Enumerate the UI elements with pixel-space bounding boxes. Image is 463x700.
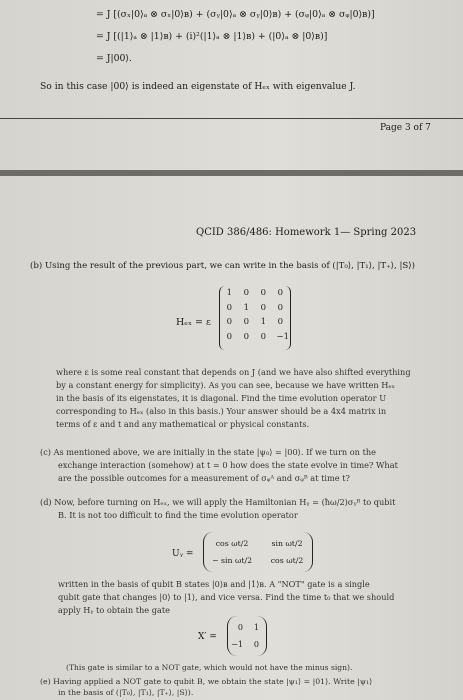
part-d-line: B. It is not too difficult to find the time evolution operator <box>58 510 298 520</box>
part-e-line: in the basis of (|T₀⟩, |T₁⟩, |T₊⟩, |S⟩). <box>58 688 194 697</box>
equation-line-3: = J|00⟩. <box>96 53 133 64</box>
matrix-cell: 0 <box>243 317 249 327</box>
matrix-cell: 1 <box>243 302 249 313</box>
part-d-line: qubit gate that changes |0⟩ to |1⟩, and vice versa. Find the time t₀ that we should <box>58 592 395 602</box>
equation-line-1: = J [(σₓ|0⟩ₐ ⊗ σₓ|0⟩ʙ) + (σᵧ|0⟩ₐ ⊗ σᵧ|0⟩ʙ) + (σᵩ|0⟩ₐ ⊗ σᵩ|0⟩ʙ)] <box>96 9 375 20</box>
matrix-cell: −1 <box>276 331 289 342</box>
matrix-cell: 0 <box>277 288 283 298</box>
part-d-line: written in the basis of qubit B states |0⟩ʙ and |1⟩ʙ. A "NOT" gate is a single <box>58 579 370 589</box>
matrix-cell: 0 <box>260 331 266 342</box>
uy-cell: cos ωt/2 <box>270 555 304 565</box>
uy-cell: cos ωt/2 <box>215 539 249 548</box>
part-b-line: terms of ε and t and any mathematical or physical constants. <box>56 419 310 429</box>
previous-page <box>0 0 463 170</box>
uy-cell: − sin ωt/2 <box>211 555 253 565</box>
matrix-cell: 0 <box>260 288 266 298</box>
eigenstate-conclusion: So in this case |00⟩ is indeed an eigenstate of Hₑₓ with eigenvalue J. <box>40 81 356 92</box>
part-c-line: (c) As mentioned above, we are initially in the state |ψ₀⟩ = |00⟩. If we turn on the <box>40 447 376 457</box>
uy-cell: sin ωt/2 <box>271 539 303 548</box>
homework-page <box>0 176 463 700</box>
matrix-cell: 0 <box>260 302 266 313</box>
part-b-line: corresponding to Hₑₓ (also in this basis.) Your answer should be a 4x4 matrix in <box>56 406 387 416</box>
part-b-line: where ε is some real constant that depends on J (and we have also shifted everything <box>56 367 411 377</box>
matrix-cell: 0 <box>277 302 283 313</box>
part-e-line: (e) Having applied a NOT gate to qubit B, we obtain the state |ψ₁⟩ = |01⟩. Write |ψ₁⟩ <box>40 677 373 686</box>
part-b-intro: (b) Using the result of the previous part, we can write in the basis of (|T₀⟩, |T₁⟩, |T₊⟩, |S⟩) <box>30 261 415 271</box>
part-d-line: apply Hᵧ to obtain the gate <box>58 605 170 615</box>
matrix-cell: 0 <box>243 331 249 342</box>
xprime-label: X′ = <box>198 632 217 642</box>
matrix-cell: 0 <box>226 302 232 313</box>
xprime-cell: 0 <box>237 623 243 632</box>
matrix-cell: 1 <box>226 288 232 298</box>
xprime-cell: −1 <box>231 639 243 649</box>
page-header: QCID 386/486: Homework 1— Spring 2023 <box>196 227 417 238</box>
matrix-cell: 1 <box>260 317 266 327</box>
matrix-cell: 0 <box>226 331 232 342</box>
page-number: Page 3 of 7 <box>380 123 431 133</box>
hamiltonian-matrix <box>224 288 289 343</box>
part-b-line: by a constant energy for simplicity). As you can see, because we have written Hₑₓ <box>56 380 396 390</box>
matrix-cell: 0 <box>277 317 283 327</box>
part-c-line: are the possible outcomes for a measurement of σᵩᴬ and σᵩᴮ at time t? <box>58 473 350 483</box>
xprime-cell: 1 <box>253 623 259 632</box>
page-footer-rule <box>0 118 463 119</box>
part-d-note: (This gate is similar to a NOT gate, which would not have the minus sign). <box>66 663 353 672</box>
uy-matrix <box>208 538 310 566</box>
equation-line-2: = J [(|1⟩ₐ ⊗ |1⟩ʙ) + (i)²(|1⟩ₐ ⊗ |1⟩ʙ) + (|0⟩ₐ ⊗ |0⟩ʙ)] <box>96 31 328 42</box>
xprime-cell: 0 <box>253 639 259 649</box>
uy-label: Uᵧ = <box>172 549 194 559</box>
xprime-matrix <box>231 622 259 650</box>
hamiltonian-label: Hₑₓ = ε <box>176 317 211 328</box>
part-d-line: (d) Now, before turning on Hₑₓ, we will apply the Hamiltonian Hᵧ = (ħω/2)σᵧᴮ to qubit <box>40 497 396 507</box>
part-c-line: exchange interaction (somehow) at t = 0 how does the state evolve in time? What <box>58 460 398 470</box>
matrix-cell: 0 <box>226 317 232 327</box>
matrix-cell: 0 <box>243 288 249 298</box>
part-b-line: in the basis of its eigenstates, it is diagonal. Find the time evolution operator U <box>56 393 387 403</box>
